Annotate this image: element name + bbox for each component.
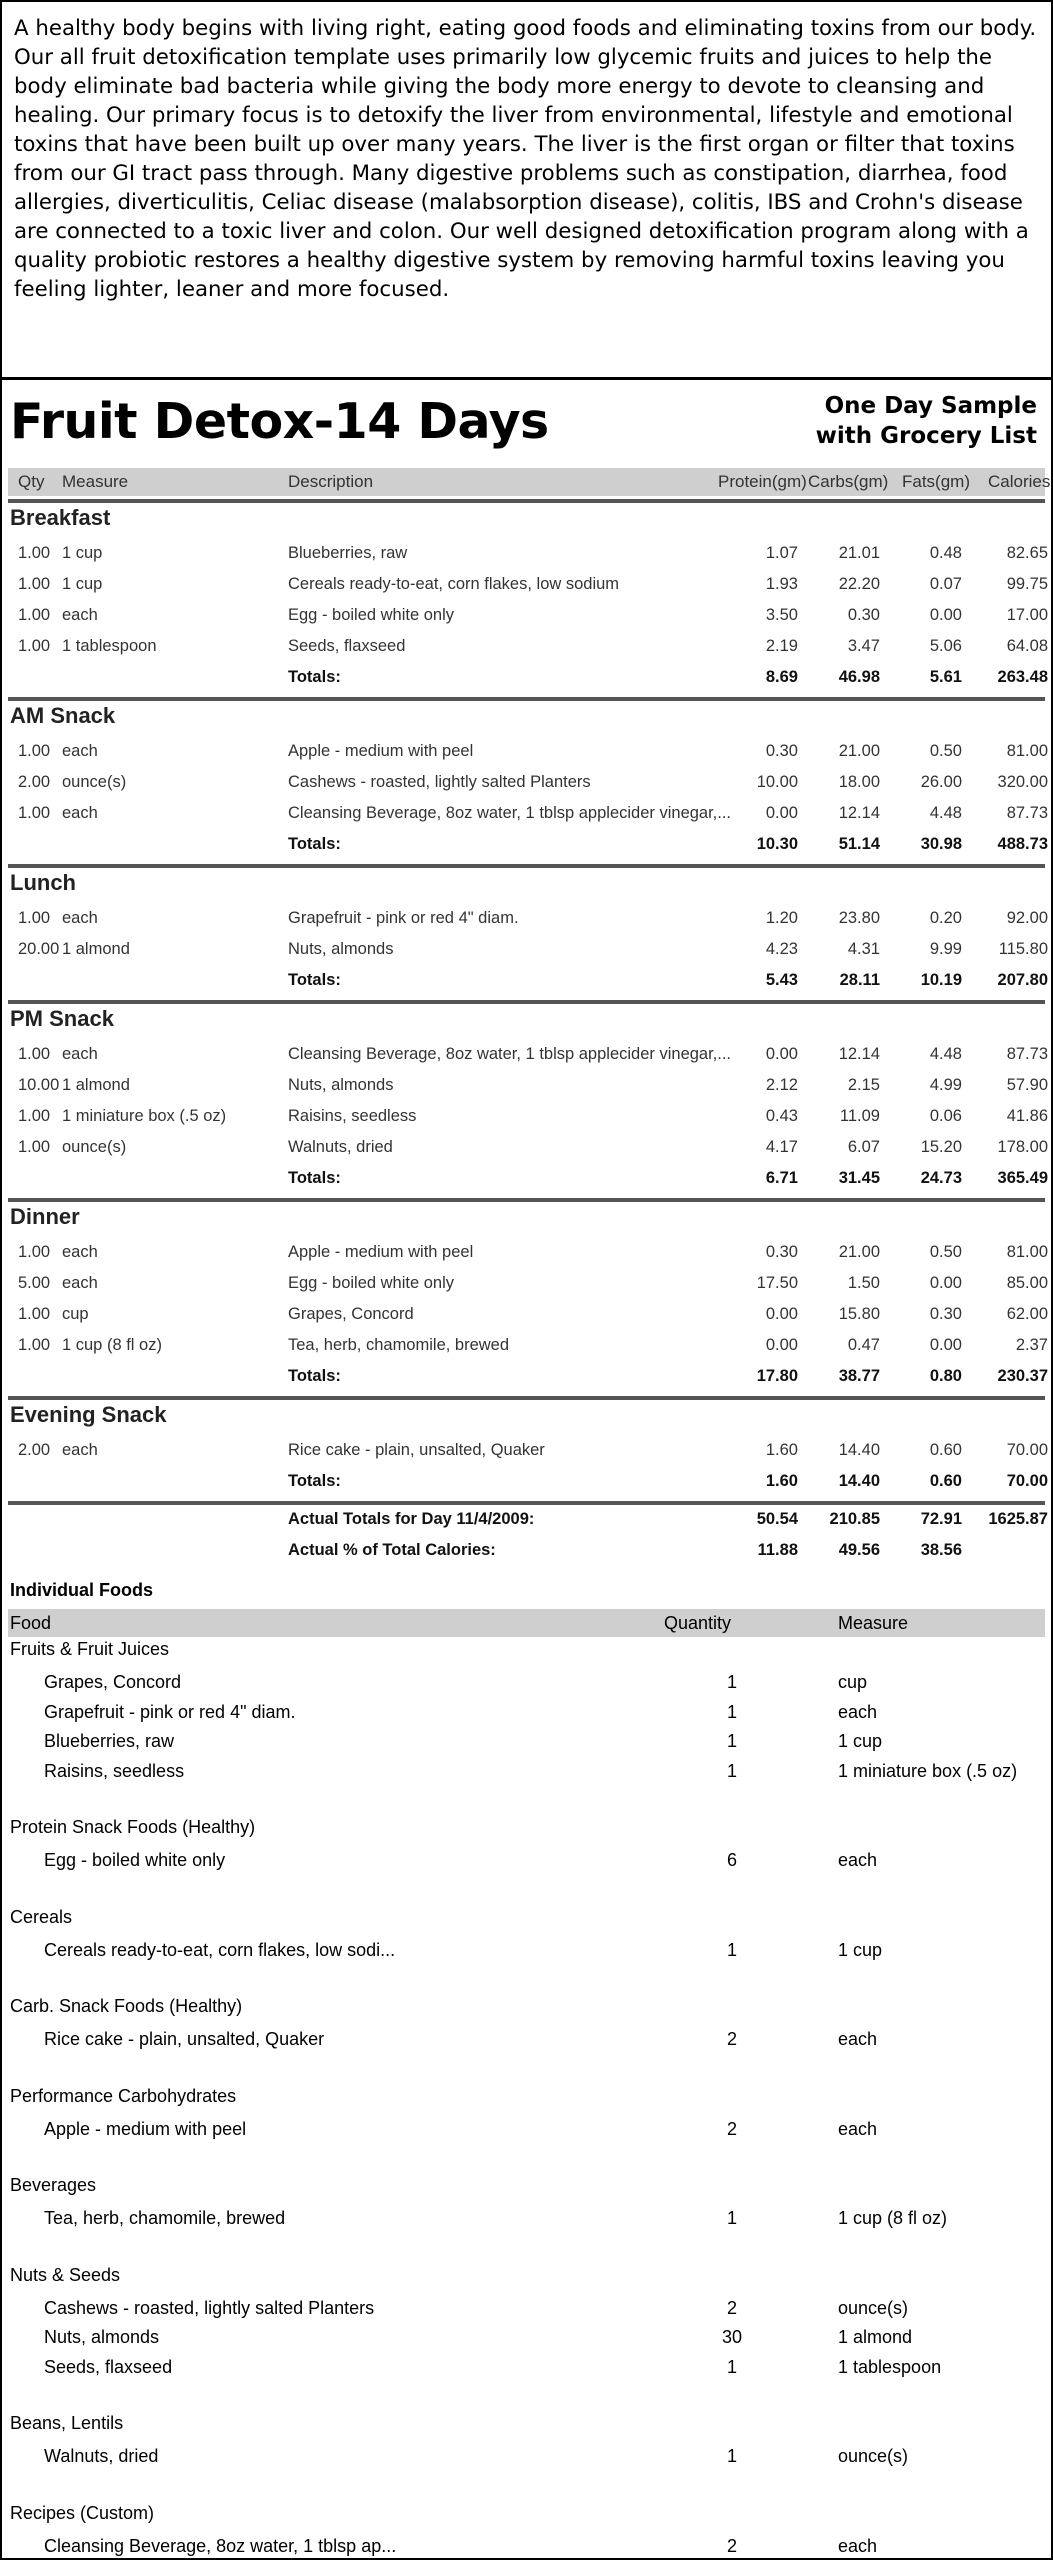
row-fats: 0.00 <box>929 606 962 624</box>
row-carbs: 23.80 <box>838 909 880 927</box>
totals-label: Totals: <box>288 668 341 686</box>
food-measure: 1 cup <box>838 1939 883 1960</box>
row-fats: 5.06 <box>929 637 962 655</box>
row-protein: 1.60 <box>765 1441 798 1459</box>
sample-label <box>816 391 1037 451</box>
food-item <box>2 1699 1051 1727</box>
totals-label: Totals: <box>288 971 341 989</box>
food-quantity: 1 <box>726 1672 737 1692</box>
food-item <box>2 2354 1051 2382</box>
meal-totals-row <box>2 1164 1051 1194</box>
col-description: Description <box>288 472 374 491</box>
row-qty: 1.00 <box>18 909 51 927</box>
row-fats: 0.50 <box>929 1243 962 1261</box>
row-measure: each <box>62 606 98 624</box>
row-fats: 0.20 <box>929 909 962 927</box>
food-category: Nuts & Seeds <box>10 2264 121 2285</box>
meal-row <box>2 1238 1051 1268</box>
section-divider <box>8 1000 1045 1004</box>
food-quantity: 1 <box>726 1701 737 1722</box>
row-carbs: 6.07 <box>847 1138 880 1156</box>
intro-section <box>2 2 1051 380</box>
food-category: Carb. Snack Foods (Healthy) <box>10 1996 243 2016</box>
meal-row <box>2 1040 1051 1070</box>
row-qty: 1.00 <box>18 742 51 760</box>
row-calories: 81.00 <box>1006 742 1048 760</box>
col-quantity: Quantity <box>664 1613 732 1633</box>
row-calories: 115.80 <box>998 940 1048 958</box>
row-protein: 17.50 <box>756 1274 798 1292</box>
food-item <box>2 1758 1051 1786</box>
row-description: Egg - boiled white only <box>288 1274 455 1292</box>
row-calories: 82.65 <box>1006 544 1048 562</box>
food-item <box>2 2026 1051 2054</box>
row-carbs: 1.50 <box>847 1274 880 1292</box>
row-protein: 2.12 <box>765 1076 798 1094</box>
row-qty: 1.00 <box>18 606 51 624</box>
meal-section-title: Dinner <box>10 1204 80 1229</box>
food-category: Beans, Lentils <box>10 2413 124 2433</box>
section-divider <box>8 697 1045 701</box>
row-measure: 1 miniature box (.5 oz) <box>62 1107 227 1125</box>
meal-totals-row <box>2 1467 1051 1497</box>
food-measure: each <box>838 2118 878 2139</box>
row-protein: 0.30 <box>765 1243 798 1261</box>
row-calories: 2.37 <box>1015 1336 1048 1354</box>
row-calories: 87.73 <box>1006 1045 1048 1063</box>
section-divider <box>8 864 1045 868</box>
row-description: Walnuts, dried <box>288 1138 393 1156</box>
row-calories: 263.48 <box>997 668 1048 686</box>
row-qty: 1.00 <box>18 1107 51 1125</box>
row-calories: 1625.87 <box>988 1510 1048 1528</box>
food-name: Blueberries, raw <box>44 1731 175 1751</box>
row-fats: 10.19 <box>920 971 962 989</box>
row-calories: 85.00 <box>1006 1274 1048 1292</box>
col-fats: Fats(gm) <box>902 472 970 491</box>
row-fats: 30.98 <box>920 835 962 853</box>
food-measure: each <box>838 1701 878 1722</box>
sample-label-line1: One Day Sample <box>824 393 1037 419</box>
row-carbs: 14.40 <box>838 1472 880 1490</box>
row-calories: 320.00 <box>997 773 1048 791</box>
row-calories: 81.00 <box>1006 1243 1048 1261</box>
row-calories: 178.00 <box>997 1138 1048 1156</box>
section-divider <box>8 1396 1045 1400</box>
section-divider <box>8 499 1045 503</box>
food-quantity: 1 <box>726 2208 737 2228</box>
row-qty: 1.00 <box>18 1138 51 1156</box>
row-calories: 41.86 <box>1006 1107 1048 1125</box>
row-measure: 1 cup <box>62 544 103 562</box>
row-protein: 3.50 <box>765 606 798 624</box>
meal-section-title: Breakfast <box>10 505 111 530</box>
col-food: Food <box>10 1613 52 1633</box>
row-measure: each <box>62 1274 98 1292</box>
row-carbs: 46.98 <box>838 668 880 686</box>
row-qty: 1.00 <box>18 1243 51 1261</box>
row-calories: 70.00 <box>1006 1441 1048 1459</box>
totals-label: Actual Totals for Day 11/4/2009: <box>288 1510 535 1528</box>
food-quantity: 1 <box>726 2446 737 2466</box>
row-qty: 1.00 <box>18 804 51 822</box>
row-fats: 0.80 <box>929 1367 962 1385</box>
food-category: Cereals <box>10 1906 73 1927</box>
meal-row <box>2 570 1051 600</box>
food-item <box>2 2443 1051 2471</box>
row-fats: 4.99 <box>929 1076 962 1094</box>
food-name: Rice cake - plain, unsalted, Quaker <box>44 2029 325 2049</box>
food-measure: 1 almond <box>838 2327 913 2347</box>
col-qty: Qty <box>18 472 45 491</box>
row-measure: ounce(s) <box>62 1138 127 1156</box>
food-item <box>2 1937 1051 1965</box>
meal-section-title: Lunch <box>10 870 76 895</box>
row-calories: 64.08 <box>1006 637 1048 655</box>
meal-table-header <box>8 468 1051 496</box>
row-protein: 8.69 <box>765 668 798 686</box>
row-qty: 5.00 <box>18 1274 51 1292</box>
row-description: Raisins, seedless <box>288 1107 417 1125</box>
sample-label-line2: with Grocery List <box>815 423 1037 449</box>
row-measure: 1 tablespoon <box>62 637 157 655</box>
individual-foods-title: Individual Foods <box>10 1580 153 1600</box>
row-description: Tea, herb, chamomile, brewed <box>288 1336 510 1354</box>
meal-row <box>2 904 1051 934</box>
row-calories: 488.73 <box>997 835 1048 853</box>
row-fats: 0.00 <box>929 1274 962 1292</box>
row-carbs: 21.00 <box>838 1243 880 1261</box>
col-measure: Measure <box>838 1613 909 1633</box>
row-carbs: 0.30 <box>847 606 880 624</box>
totals-label: Totals: <box>288 1169 341 1187</box>
row-description: Cereals ready-to-eat, corn flakes, low sodium <box>288 575 620 593</box>
row-description: Rice cake - plain, unsalted, Quaker <box>288 1441 545 1459</box>
food-measure: 1 tablespoon <box>838 2356 942 2377</box>
food-item <box>2 2533 1051 2561</box>
row-measure: each <box>62 1243 98 1261</box>
food-quantity: 2 <box>726 2118 737 2139</box>
row-measure: cup <box>62 1305 89 1323</box>
row-carbs: 11.09 <box>839 1107 880 1125</box>
row-fats: 24.73 <box>920 1169 962 1187</box>
row-calories: 230.37 <box>997 1367 1048 1385</box>
food-measure: each <box>838 2029 878 2049</box>
meal-row <box>2 1102 1051 1132</box>
row-fats: 4.48 <box>929 804 962 822</box>
row-qty: 2.00 <box>18 1441 51 1459</box>
row-description: Cashews - roasted, lightly salted Planters <box>288 773 591 791</box>
col-calories: Calories <box>988 472 1051 491</box>
food-measure: ounce(s) <box>838 2297 909 2318</box>
row-qty: 1.00 <box>18 575 51 593</box>
row-description: Grapefruit - pink or red 4" diam. <box>288 909 519 927</box>
row-carbs: 12.14 <box>838 1045 880 1063</box>
row-measure: 1 almond <box>62 940 130 958</box>
row-measure: ounce(s) <box>62 773 127 791</box>
meal-totals-row <box>2 1362 1051 1392</box>
food-name: Grapes, Concord <box>44 1672 182 1692</box>
row-calories: 62.00 <box>1006 1305 1048 1323</box>
row-description: Cleansing Beverage, 8oz water, 1 tblsp applecider vinegar,... <box>288 804 732 822</box>
row-protein: 0.00 <box>765 1336 798 1354</box>
row-calories: 92.00 <box>1006 909 1048 927</box>
row-protein: 10.00 <box>756 773 798 791</box>
row-measure: 1 cup (8 fl oz) <box>62 1336 162 1354</box>
food-measure: ounce(s) <box>838 2446 909 2466</box>
row-protein: 0.00 <box>765 1045 798 1063</box>
row-protein: 0.43 <box>765 1107 798 1125</box>
row-fats: 0.00 <box>929 1336 962 1354</box>
actual-totals-row <box>2 1505 1051 1535</box>
row-protein: 1.20 <box>765 909 798 927</box>
food-item <box>2 2324 1051 2352</box>
food-item <box>2 1728 1051 1756</box>
row-fats: 0.60 <box>929 1472 962 1490</box>
meal-row <box>2 632 1051 662</box>
totals-label: Totals: <box>288 1472 341 1490</box>
row-fats: 72.91 <box>920 1510 962 1528</box>
row-carbs: 38.77 <box>838 1367 880 1385</box>
food-measure: 1 cup <box>838 1731 883 1751</box>
food-quantity: 6 <box>726 1850 737 1870</box>
food-name: Cashews - roasted, lightly salted Planters <box>44 2297 375 2318</box>
meal-section-title: AM Snack <box>10 703 116 728</box>
row-qty: 1.00 <box>18 637 51 655</box>
row-description: Seeds, flaxseed <box>288 637 406 655</box>
row-fats: 5.61 <box>929 668 962 686</box>
col-carbs: Carbs(gm) <box>808 472 889 491</box>
section-divider <box>8 1198 1045 1202</box>
row-protein: 6.71 <box>765 1169 798 1187</box>
meal-section-title: Evening Snack <box>10 1402 167 1427</box>
row-carbs: 22.20 <box>838 575 880 593</box>
food-measure: each <box>838 2535 878 2556</box>
food-name: Walnuts, dried <box>44 2446 159 2466</box>
intro-paragraph: A healthy body begins with living right, eating good foods and eliminating toxins from our body. Our all fruit detoxification template uses primarily low glycemic fruits and juices to help the body eliminate bad bacteria while giving the body more energy to devote to cleansing and healing. Our primary focus is to detoxify the liver from environmental, lifestyle and emotional toxins that have been built up over many years. The liver is the first organ or filter that toxins from our GI tract pass through. Many digestive problems such as constipation, diarrhea, food allergies, diverticulitis, Celiac disease (malabsorption disease), colitis, IBS and Crohn's disease are connected to a toxic liver and colon. Our well designed detoxification program along with a quality probiotic restores a healthy digestive system by removing harmful toxins leaving you feeling lighter, leaner and more focused. <box>14 16 1037 302</box>
row-qty: 1.00 <box>18 1045 51 1063</box>
row-measure: each <box>62 804 98 822</box>
meal-row <box>2 601 1051 631</box>
row-protein: 1.60 <box>765 1472 798 1490</box>
row-protein: 5.43 <box>765 971 798 989</box>
row-protein: 17.80 <box>756 1367 798 1385</box>
meal-row <box>2 737 1051 767</box>
meal-row <box>2 539 1051 569</box>
food-category: Fruits & Fruit Juices <box>10 1639 170 1659</box>
page-title: Fruit Detox-14 Days <box>10 393 549 450</box>
food-name: Cleansing Beverage, 8oz water, 1 tblsp ap... <box>44 2535 397 2556</box>
row-protein: 0.30 <box>765 742 798 760</box>
row-measure: each <box>62 1045 98 1063</box>
food-item <box>2 2205 1051 2233</box>
row-description: Grapes, Concord <box>288 1305 414 1323</box>
meal-row <box>2 1436 1051 1466</box>
actual-percent-row <box>2 1536 1051 1566</box>
food-name: Egg - boiled white only <box>44 1850 226 1870</box>
row-description: Nuts, almonds <box>288 940 394 958</box>
meal-row <box>2 1133 1051 1163</box>
row-protein: 0.00 <box>765 1305 798 1323</box>
row-description: Apple - medium with peel <box>288 742 474 760</box>
food-item <box>2 2116 1051 2144</box>
food-item <box>2 1847 1051 1875</box>
row-qty: 1.00 <box>18 1336 51 1354</box>
row-fats: 38.56 <box>920 1541 962 1559</box>
food-name: Cereals ready-to-eat, corn flakes, low sodi... <box>44 1939 396 1960</box>
row-qty: 20.00 <box>18 940 60 958</box>
row-measure: each <box>62 1441 98 1459</box>
row-description: Egg - boiled white only <box>288 606 455 624</box>
row-carbs: 28.11 <box>839 971 880 989</box>
meal-row <box>2 1300 1051 1330</box>
row-protein: 4.17 <box>765 1138 798 1156</box>
row-fats: 0.30 <box>929 1305 962 1323</box>
row-qty: 1.00 <box>18 544 51 562</box>
food-quantity: 30 <box>721 2327 743 2347</box>
row-carbs: 21.00 <box>838 742 880 760</box>
row-calories: 99.75 <box>1006 575 1048 593</box>
food-category: Beverages <box>10 2175 97 2195</box>
col-protein: Protein(gm) <box>718 472 807 491</box>
meal-totals-row <box>2 663 1051 693</box>
row-fats: 0.50 <box>929 742 962 760</box>
totals-label: Totals: <box>288 835 341 853</box>
row-protein: 1.93 <box>765 575 798 593</box>
food-name: Seeds, flaxseed <box>44 2356 173 2377</box>
row-carbs: 210.85 <box>829 1510 880 1528</box>
row-carbs: 0.47 <box>847 1336 880 1354</box>
row-protein: 1.07 <box>765 544 798 562</box>
meal-totals-row <box>2 830 1051 860</box>
food-name: Raisins, seedless <box>44 1760 185 1781</box>
row-measure: 1 almond <box>62 1076 130 1094</box>
meal-row <box>2 1269 1051 1299</box>
food-name: Apple - medium with peel <box>44 2118 247 2139</box>
food-category: Performance Carbohydrates <box>10 2085 237 2106</box>
food-quantity: 1 <box>726 1731 737 1751</box>
individual-foods-header <box>8 1609 1045 1637</box>
row-fats: 0.06 <box>929 1107 962 1125</box>
totals-label: Actual % of Total Calories: <box>288 1541 496 1559</box>
row-description: Blueberries, raw <box>288 544 408 562</box>
row-measure: each <box>62 909 98 927</box>
meal-row <box>2 1071 1051 1101</box>
food-item <box>2 2295 1051 2323</box>
row-calories: 57.90 <box>1006 1076 1048 1094</box>
food-quantity: 1 <box>726 1760 737 1781</box>
meal-row <box>2 935 1051 965</box>
row-calories: 70.00 <box>1006 1472 1048 1490</box>
row-fats: 15.20 <box>920 1138 962 1156</box>
row-measure: each <box>62 742 98 760</box>
row-calories: 17.00 <box>1006 606 1048 624</box>
row-carbs: 3.47 <box>847 637 880 655</box>
row-qty: 2.00 <box>18 773 51 791</box>
row-description: Nuts, almonds <box>288 1076 394 1094</box>
col-measure: Measure <box>62 472 129 491</box>
row-carbs: 18.00 <box>838 773 880 791</box>
food-measure: cup <box>838 1672 868 1692</box>
row-calories: 365.49 <box>997 1169 1048 1187</box>
row-calories: 87.73 <box>1006 804 1048 822</box>
row-fats: 9.99 <box>929 940 962 958</box>
row-carbs: 51.14 <box>838 835 880 853</box>
row-carbs: 2.15 <box>847 1076 880 1094</box>
row-carbs: 21.01 <box>838 544 880 562</box>
row-carbs: 15.80 <box>838 1305 880 1323</box>
food-measure: 1 cup (8 fl oz) <box>838 2208 948 2228</box>
row-protein: 11.88 <box>757 1541 798 1559</box>
row-carbs: 4.31 <box>847 940 880 958</box>
food-quantity: 2 <box>726 2535 737 2556</box>
food-name: Grapefruit - pink or red 4" diam. <box>44 1701 296 1722</box>
food-category: Protein Snack Foods (Healthy) <box>10 1817 256 1837</box>
row-fats: 0.60 <box>929 1441 962 1459</box>
row-protein: 4.23 <box>765 940 798 958</box>
row-description: Apple - medium with peel <box>288 1243 474 1261</box>
food-name: Tea, herb, chamomile, brewed <box>44 2208 286 2228</box>
food-measure: each <box>838 1850 878 1870</box>
food-name: Nuts, almonds <box>44 2327 160 2347</box>
food-measure: 1 miniature box (.5 oz) <box>838 1760 1018 1781</box>
row-carbs: 49.56 <box>838 1541 880 1559</box>
row-fats: 0.07 <box>929 575 962 593</box>
row-carbs: 12.14 <box>838 804 880 822</box>
row-protein: 10.30 <box>756 835 798 853</box>
row-protein: 0.00 <box>765 804 798 822</box>
meal-row <box>2 768 1051 798</box>
food-quantity: 2 <box>726 2029 737 2049</box>
row-fats: 4.48 <box>929 1045 962 1063</box>
row-description: Cleansing Beverage, 8oz water, 1 tblsp applecider vinegar,... <box>288 1045 732 1063</box>
row-qty: 10.00 <box>18 1076 60 1094</box>
food-item <box>2 1669 1051 1697</box>
row-carbs: 14.40 <box>838 1441 880 1459</box>
row-protein: 2.19 <box>765 637 798 655</box>
row-measure: 1 cup <box>62 575 103 593</box>
food-quantity: 2 <box>726 2297 737 2318</box>
row-protein: 50.54 <box>756 1510 798 1528</box>
food-quantity: 1 <box>726 2356 737 2377</box>
row-calories: 207.80 <box>997 971 1048 989</box>
totals-label: Totals: <box>288 1367 341 1385</box>
row-fats: 0.48 <box>929 544 962 562</box>
row-fats: 26.00 <box>920 773 962 791</box>
row-carbs: 31.45 <box>838 1169 880 1187</box>
meal-row <box>2 799 1051 829</box>
meal-totals-row <box>2 966 1051 996</box>
meal-section-title: PM Snack <box>10 1006 114 1031</box>
meal-row <box>2 1331 1051 1361</box>
food-quantity: 1 <box>726 1939 737 1960</box>
food-category: Recipes (Custom) <box>10 2502 155 2523</box>
row-qty: 1.00 <box>18 1305 51 1323</box>
